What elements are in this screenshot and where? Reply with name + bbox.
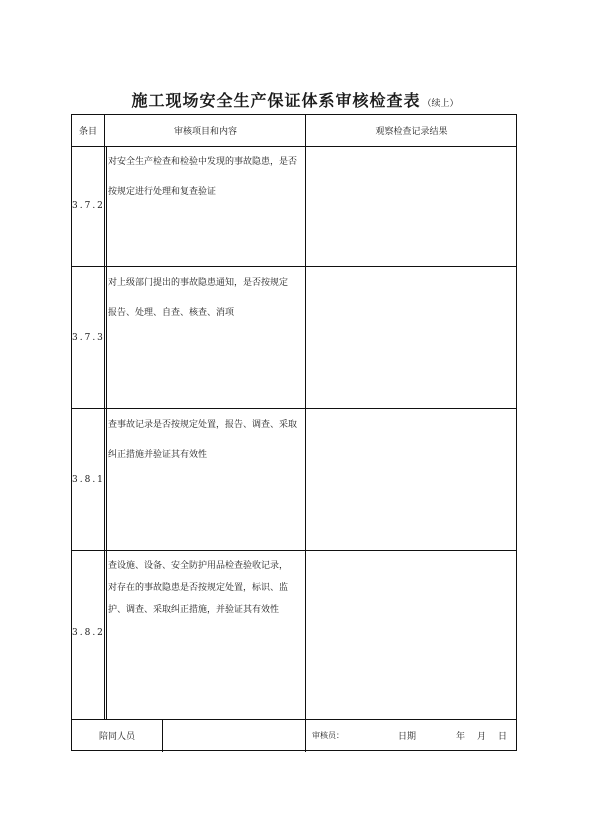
divider-row-2 [72, 408, 516, 409]
auditor-label: 审核员： [312, 731, 344, 740]
content-line: 纠正措施并验证其有效性 [108, 450, 208, 460]
row-content [108, 268, 304, 328]
divider-row-3 [72, 550, 516, 551]
audit-table [71, 114, 517, 751]
row-content [108, 410, 304, 470]
content-line: 查设施、设备、安全防护用品检查验收记录， [108, 561, 289, 571]
header-content: 审核项目和内容 [173, 127, 237, 137]
content-line: 查事故记录是否按规定处置，报告、调查、采取 [108, 420, 298, 430]
content-line: 对存在的事故隐患是否按规定处置，标识、监 [108, 583, 289, 593]
header-result: 观察检查记录结果 [375, 127, 448, 137]
title-suffix: （续上） [422, 99, 459, 109]
accompany-label: 陪同人员 [98, 732, 135, 742]
form-title: 施工现场安全生产保证体系审核检查表 [131, 91, 421, 110]
row-code: 3.7.3 [72, 333, 105, 343]
divider-result-col [305, 115, 306, 719]
content-line: 按规定进行处理和复查验证 [108, 187, 217, 197]
title-row [0, 88, 590, 111]
row-code: 3.8.1 [72, 475, 105, 485]
row-content [108, 555, 304, 621]
date-label: 日期 [398, 732, 417, 742]
row-content [108, 147, 304, 207]
row-code: 3.7.2 [72, 201, 105, 211]
date-day: 日 [498, 732, 508, 742]
divider-row-1 [72, 266, 516, 267]
date-month: 月 [477, 732, 487, 742]
divider-foot-auditor [305, 719, 306, 752]
date-year: 年 [456, 732, 466, 742]
header-item: 条目 [78, 127, 97, 137]
row-code: 3.8.2 [72, 628, 105, 638]
accompany-value[interactable] [163, 719, 305, 752]
content-line: 护、调查、采取纠正措施，并验证其有效性 [108, 605, 280, 615]
content-line: 报告、处理、自查、核查、消项 [108, 308, 235, 318]
content-line: 对安全生产检查和检验中发现的事故隐患，是否 [108, 157, 298, 167]
content-line: 对上级部门提出的事故隐患通知，是否按规定 [108, 278, 289, 288]
divider-item-col-inner [106, 146, 107, 719]
